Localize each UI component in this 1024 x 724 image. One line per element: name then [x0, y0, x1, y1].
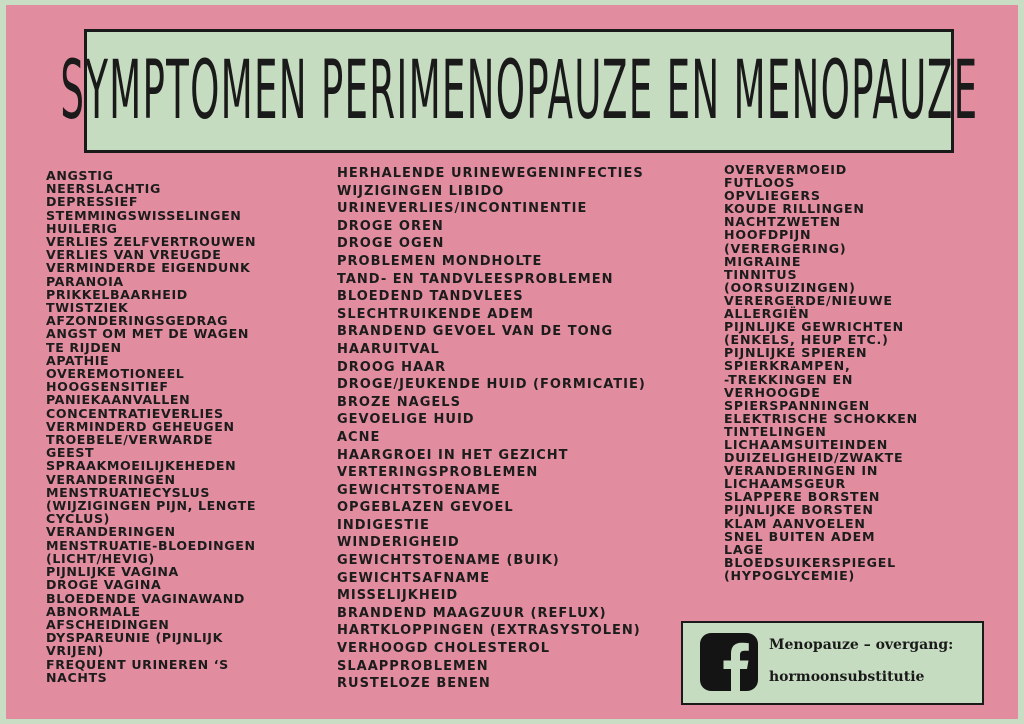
symptom-item: VERTERINGSPROBLEMEN — [337, 465, 539, 481]
symptom-item: KLAM AANVOELEN — [724, 515, 866, 531]
symptom-item: BLOEDSUIKERSPIEGEL — [724, 554, 896, 570]
symptom-item: HERHALENDE URINEWEGENINFECTIES — [337, 166, 644, 181]
symptom-item: TINTELINGEN — [724, 423, 827, 439]
symptom-item: VERMINDERD GEHEUGEN — [46, 418, 235, 434]
symptom-item: URINEVERLIES/INCONTINENTIE — [337, 201, 588, 217]
symptom-item: INDIGESTIE — [337, 517, 430, 533]
symptom-item: HARTKLOPPINGEN (EXTRASYSTOLEN) — [337, 623, 641, 639]
symptom-item: AFSCHEIDINGEN — [46, 616, 170, 632]
symptom-item: VERANDERINGEN — [46, 524, 176, 540]
symptom-item: DEPRESSIEF — [46, 194, 139, 210]
symptom-item: VERANDERINGEN IN — [724, 463, 879, 479]
symptom-item: (VERERGERING) — [724, 240, 847, 256]
symptom-item: HUILERIG — [46, 220, 118, 236]
symptom-item: (ENKELS, HEUP ETC.) — [724, 332, 889, 348]
symptom-item: SPRAAKMOEILIJKEHEDEN — [46, 458, 237, 474]
symptom-item: DROOG HAAR — [337, 359, 447, 375]
symptom-item: RUSTELOZE BENEN — [337, 676, 491, 692]
symptom-item: HAARGROEI IN HET GEZICHT — [337, 447, 569, 463]
symptom-item: NACHTZWETEN — [724, 214, 841, 230]
symptom-item: VERHOOGDE — [724, 384, 821, 400]
symptom-item: VRIJEN) — [46, 643, 104, 659]
symptom-item: BROZE NAGELS — [337, 394, 461, 410]
symptom-item: PIJNLIJKE VAGINA — [46, 564, 179, 580]
symptom-item: LICHAAMSUITEINDEN — [724, 436, 889, 452]
symptom-item: DROGE OGEN — [337, 236, 445, 252]
facebook-group-badge[interactable] — [681, 621, 984, 705]
symptom-item: GEWICHTSAFNAME — [337, 570, 491, 586]
symptom-item: KOUDE RILLINGEN — [724, 201, 865, 217]
symptom-item: PIJNLIJKE GEWRICHTEN — [724, 319, 905, 335]
symptom-item: BLOEDENDE VAGINAWAND — [46, 590, 245, 606]
symptom-item: ABNORMALE — [46, 603, 141, 619]
symptom-item: GEEST — [46, 445, 95, 461]
symptom-item: SLAPPERE BORSTEN — [724, 489, 881, 505]
symptom-item: DROGE OREN — [337, 218, 444, 234]
symptom-item: MENSTRUATIE-BLOEDINGEN — [46, 537, 256, 553]
symptom-item: APATHIE — [46, 352, 110, 368]
symptom-item: NACHTS — [46, 669, 108, 685]
symptom-item: DYSPAREUNIE (PIJNLIJK — [46, 630, 223, 646]
symptom-item: DROGE VAGINA — [46, 577, 162, 593]
symptom-item: PRIKKELBAARHEID — [46, 286, 188, 302]
symptom-item: SLECHTRUIKENDE ADEM — [337, 306, 534, 322]
symptom-item: PIJNLIJKE BORSTEN — [724, 502, 874, 518]
symptom-item: (HYPOGLYCEMIE) — [724, 567, 856, 583]
symptom-item: VERLIES VAN VREUGDE — [46, 247, 222, 263]
symptom-item: MISSELIJKHEID — [337, 588, 459, 604]
symptom-item: BRANDEND GEVOEL VAN DE TONG — [337, 324, 614, 340]
symptom-item: TAND- EN TANDVLEESPROBLEMEN — [337, 271, 614, 287]
symptom-item: -TREKKINGEN EN — [724, 371, 854, 387]
symptom-item: OPVLIEGERS — [724, 188, 821, 204]
symptom-item: WIJZIGINGEN LIBIDO — [337, 183, 505, 199]
symptom-item: STEMMINGSWISSELINGEN — [46, 207, 242, 223]
symptom-item: PIJNLIJKE SPIEREN — [724, 345, 868, 361]
symptom-item: GEVOELIGE HUID — [337, 412, 475, 428]
title-banner — [59, 29, 979, 153]
symptom-item: BRANDEND MAAGZUUR (REFLUX) — [337, 605, 607, 621]
facebook-icon[interactable] — [700, 633, 758, 691]
symptom-item: WINDERIGHEID — [337, 535, 460, 551]
symptom-item: TE RIJDEN — [46, 339, 122, 355]
symptom-item: ACNE — [337, 429, 381, 445]
symptom-item: TWISTZIEK — [46, 300, 129, 316]
symptom-item: GEWICHTSTOENAME (BUIK) — [337, 553, 560, 569]
page-title: SYMPTOMEN PERIMENOPAUZE EN MENOPAUZE — [59, 43, 979, 139]
symptom-list-column-2 — [337, 165, 707, 693]
symptom-item: PARANOIA — [46, 273, 124, 289]
symptom-item: (WIJZIGINGEN PIJN, LENGTE — [46, 498, 257, 514]
symptom-item: HOOFDPIJN — [724, 227, 812, 243]
facebook-group-name[interactable]: Menopauze – overgang: — [769, 637, 954, 653]
symptom-item: CYCLUS) — [46, 511, 110, 527]
symptom-item: HAARUITVAL — [337, 341, 440, 357]
symptom-item: MENSTRUATIECYSLUS — [46, 484, 211, 500]
symptom-item: OPGEBLAZEN GEVOEL — [337, 500, 514, 516]
symptom-item: (OORSUIZINGEN) — [724, 279, 856, 295]
symptom-item: HOOGSENSITIEF — [46, 379, 169, 395]
symptom-item: ANGSTIG — [46, 168, 114, 183]
symptom-item: LICHAAMSGEUR — [724, 476, 847, 492]
symptom-item: VERMINDERDE EIGENDUNK — [46, 260, 251, 276]
symptom-item: TROEBELE/VERWARDE — [46, 432, 214, 448]
symptom-item: FREQUENT URINEREN ‘S — [46, 656, 229, 672]
symptom-item: VERHOOGD CHOLESTEROL — [337, 641, 551, 657]
symptom-item: LAGE — [724, 541, 764, 557]
symptom-item: BLOEDEND TANDVLEES — [337, 289, 524, 305]
facebook-group-subtitle[interactable]: hormoonsubstitutie — [769, 669, 925, 685]
symptom-item: OVEREMOTIONEEL — [46, 366, 185, 382]
symptom-item: VERLIES ZELFVERTROUWEN — [46, 234, 257, 250]
symptom-item: TINNITUS — [724, 266, 798, 282]
symptom-item: (LICHT/HEVIG) — [46, 550, 155, 566]
symptom-item: AFZONDERINGSGEDRAG — [46, 313, 229, 329]
symptom-item: FUTLOOS — [724, 175, 796, 191]
symptom-list-column-3 — [724, 163, 1004, 582]
symptom-item: SPIERKRAMPEN, — [724, 358, 851, 374]
poster — [6, 5, 1018, 719]
symptom-item: ANGST OM MET DE WAGEN — [46, 326, 249, 342]
symptom-item: DROGE/JEUKENDE HUID (FORMICATIE) — [337, 377, 646, 393]
symptom-item: DUIZELIGHEID/ZWAKTE — [724, 450, 904, 466]
symptom-item: PANIEKAANVALLEN — [46, 392, 191, 408]
symptom-item: PROBLEMEN MONDHOLTE — [337, 253, 543, 269]
symptom-item: ELEKTRISCHE SCHOKKEN — [724, 410, 919, 426]
symptom-list-column-1 — [46, 169, 316, 684]
symptom-item: CONCENTRATIEVERLIES — [46, 405, 224, 421]
symptom-item: VERERGERDE/NIEUWE — [724, 292, 893, 308]
symptom-item: SNEL BUITEN ADEM — [724, 528, 876, 544]
symptom-item: VERANDERINGEN — [46, 471, 176, 487]
symptom-item: SPIERSPANNINGEN — [724, 397, 870, 413]
symptom-item: SLAAPPROBLEMEN — [337, 658, 489, 674]
symptom-item: GEWICHTSTOENAME — [337, 482, 501, 498]
symptom-item: ALLERGIËN — [724, 306, 810, 322]
symptom-item: NEERSLACHTIG — [46, 181, 161, 197]
symptom-item: OVERVERMOEID — [724, 162, 848, 177]
symptom-item: MIGRAINE — [724, 253, 802, 269]
